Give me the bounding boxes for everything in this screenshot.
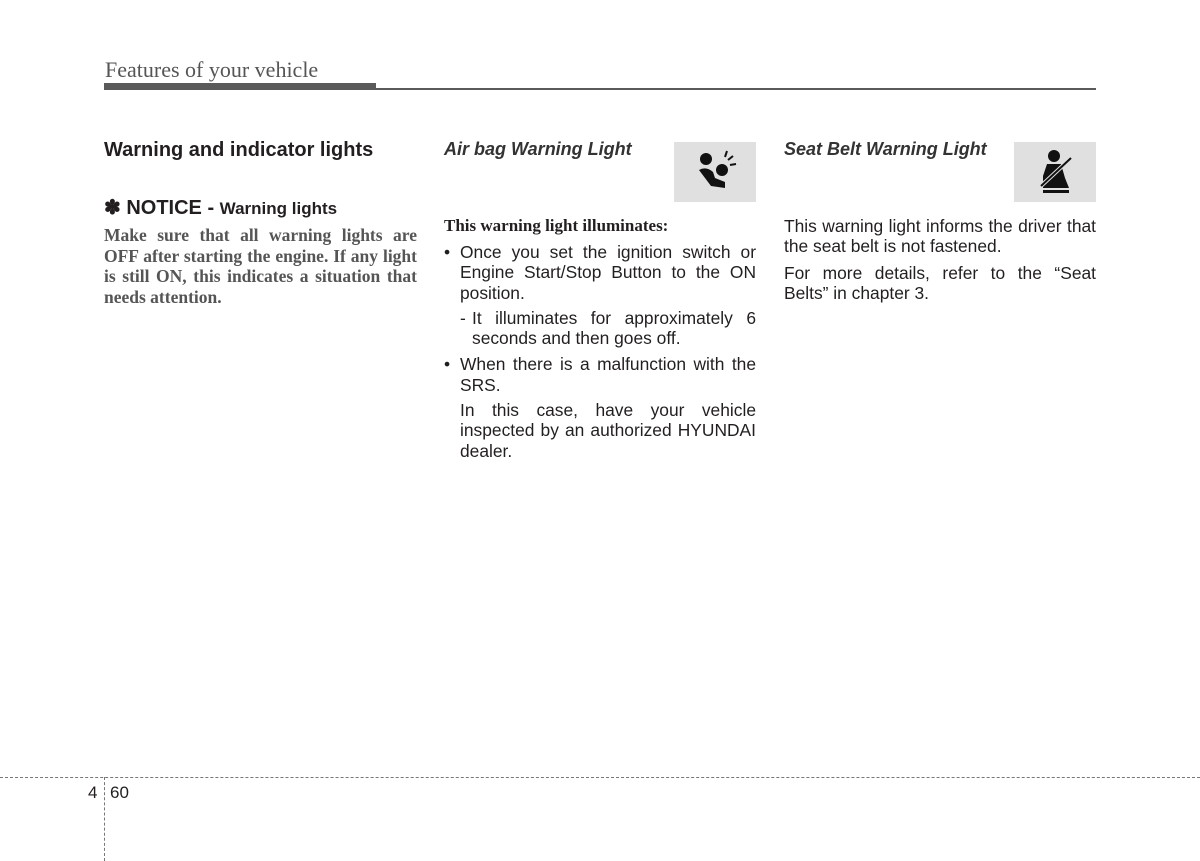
airbag-heading: Air bag Warning Light bbox=[444, 139, 632, 159]
notice-body: Make sure that all warning lights are OFF after starting the engine. If any light is still ON, this indicates a situation that needs attention. bbox=[104, 225, 417, 307]
notice-heading bbox=[104, 196, 417, 221]
dash-text: It illuminates for approximately 6 seconds and then goes off. bbox=[472, 307, 756, 349]
footer-rule bbox=[0, 777, 1200, 778]
chapter-number: 4 bbox=[88, 783, 98, 802]
notice-star-icon: ✽ bbox=[104, 197, 121, 219]
airbag-warning-icon bbox=[674, 142, 756, 202]
seatbelt-column bbox=[784, 138, 1096, 303]
case-paragraph: In this case, have your vehicle inspected by an authorized HYUNDAI dealer. bbox=[460, 400, 756, 461]
page-header-title: Features of your vehicle bbox=[105, 57, 319, 82]
seatbelt-paragraph: For more details, refer to the “Seat Belts” in chapter 3. bbox=[784, 262, 1096, 303]
header-rule-thick bbox=[104, 83, 376, 90]
list-item: • Once you set the ignition switch or Engine Start/Stop Button to the ON position. bbox=[444, 242, 756, 303]
seatbelt-warning-icon bbox=[1014, 142, 1096, 202]
notice-subtitle: Warning lights bbox=[219, 199, 338, 218]
notice-label: NOTICE - bbox=[126, 197, 215, 219]
airbag-column bbox=[444, 138, 756, 461]
page-number: 60 bbox=[110, 783, 129, 802]
section-heading: Warning and indicator lights bbox=[104, 139, 374, 161]
bullet-text: When there is a malfunction with the SRS. bbox=[460, 354, 756, 395]
left-column bbox=[104, 138, 417, 307]
list-item: • When there is a malfunction with the SRS. bbox=[444, 354, 756, 395]
list-item: - It illuminates for approximately 6 seconds and then goes off. bbox=[460, 307, 756, 349]
seatbelt-paragraph: This warning light informs the driver that the seat belt is not fastened. bbox=[784, 216, 1096, 257]
header-rule-thin bbox=[376, 88, 1096, 90]
illuminates-label: This warning light illuminates: bbox=[444, 216, 669, 235]
seatbelt-heading: Seat Belt Warning Light bbox=[784, 139, 987, 159]
bullet-text: Once you set the ignition switch or Engine Start/Stop Button to the ON position. bbox=[460, 242, 756, 303]
footer-divider bbox=[104, 777, 105, 861]
